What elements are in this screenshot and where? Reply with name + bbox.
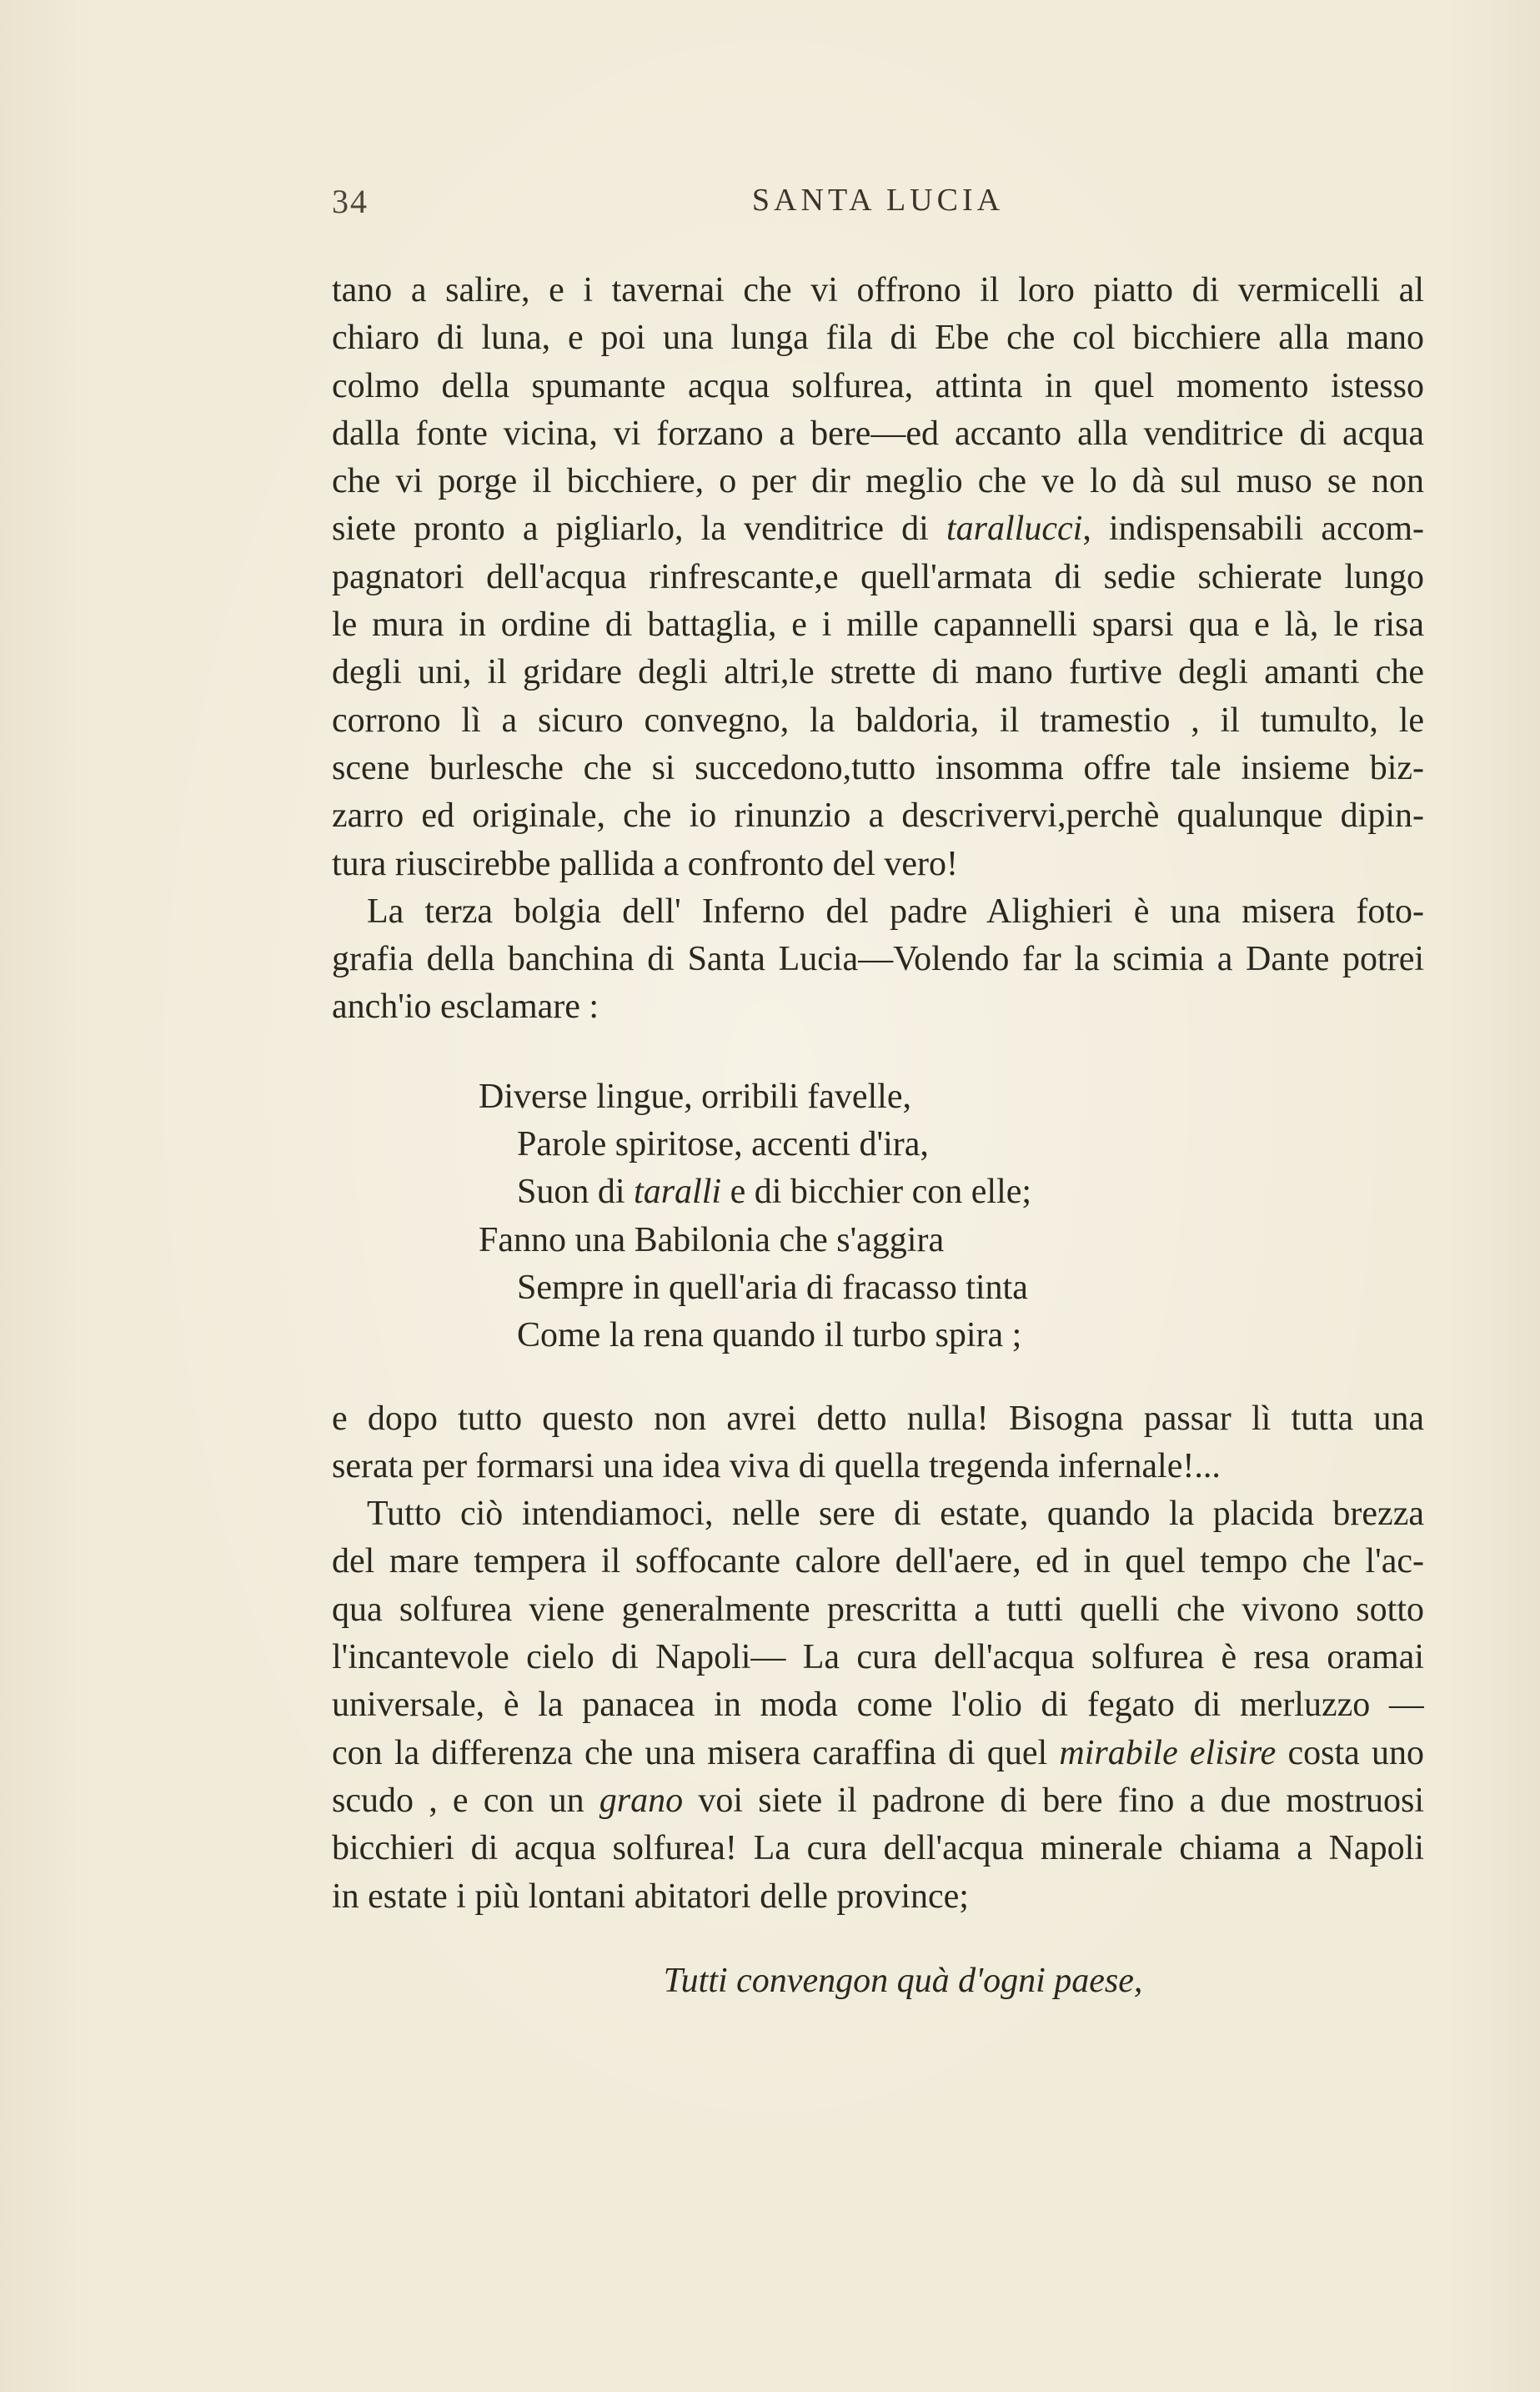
text-line: universale, è la panacea in moda come l'olio di fegato di merluzzo — (332, 1686, 1424, 1725)
page-number: 34 (332, 183, 369, 220)
text-line (332, 1730, 1424, 1777)
text-line (332, 1777, 1424, 1825)
text-line: le mura in ordine di battaglia, e i mille capannelli sparsi qua e là, le risa (332, 606, 1424, 645)
text-line: chiaro di luna, e poi una lunga fila di Ebe che col bicchiere alla mano (332, 319, 1424, 358)
text-line: dalla fonte vicina, vi forzano a bere—ed accanto alla venditrice di acqua (332, 414, 1424, 453)
poem-block (479, 1073, 1424, 1360)
text-segment: , indispensabili accom- (1082, 510, 1424, 549)
text-line: bicchieri di acqua solfurea! La cura dell'acqua minerale chiama a Napoli (332, 1829, 1424, 1868)
text-line: degli uni, il gridare degli altri,le strette di mano furtive degli amanti che (332, 653, 1424, 692)
verse-line: Parole spiritose, accenti d'ira, (517, 1125, 929, 1164)
verse-line: Diverse lingue, orribili favelle, (479, 1077, 911, 1116)
text-line: serata per formarsi una idea viva di quella tregenda infernale!... (332, 1446, 1221, 1485)
body-text (332, 267, 1424, 2005)
text-line: l'incantevole cielo di Napoli— La cura dell'acqua solfurea è resa oramai (332, 1638, 1424, 1677)
paragraph-4 (332, 1490, 1424, 1921)
text-line: scene burlesche che si succedono,tutto insomma offre tale insieme biz- (332, 748, 1424, 787)
verse-line (479, 1168, 1424, 1216)
italic-phrase: mirabile elisire (1059, 1733, 1277, 1772)
running-head: SANTA LUCIA (751, 183, 1005, 218)
text-line: Tutto ciò intendiamoci, nelle sere di estate, quando la placida brezza (367, 1495, 1424, 1534)
verse-line: Come la rena quando il turbo spira ; (517, 1316, 1022, 1355)
italic-word: tarallucci (946, 510, 1083, 549)
text-line: pagnatori dell'acqua rinfrescante,e quell'armata di sedie schierate lungo (332, 557, 1424, 596)
italic-word: taralli (634, 1173, 722, 1212)
text-line: e dopo tutto questo non avrei detto nulla! Bisogna passar lì tutta una (332, 1399, 1424, 1438)
text-segment: siete pronto a pigliarlo, la venditrice di (332, 510, 946, 549)
text-line (332, 505, 1424, 553)
text-segment: con la differenza che una misera caraffina di quel (332, 1733, 1060, 1772)
text-segment: costa uno (1276, 1733, 1424, 1772)
paragraph-3 (332, 1395, 1424, 1491)
paragraph-2 (332, 888, 1424, 1032)
text-line: in estate i più lontani abitatori delle province; (332, 1877, 969, 1916)
text-line: qua solfurea viene generalmente prescritta a tutti quelli che vivono sotto (332, 1590, 1424, 1629)
text-line: tura riuscirebbe pallida a confronto del vero! (332, 844, 959, 883)
verse-line: Sempre in quell'aria di fracasso tinta (517, 1268, 1028, 1307)
text-segment: scudo , e con un (332, 1781, 599, 1820)
text-line: che vi porge il bicchiere, o per dir meglio che ve lo dà sul muso se non (332, 462, 1424, 501)
page-header (332, 182, 1424, 232)
closing-verse: Tutti convengon quà d'ogni paese, (663, 1961, 1143, 2000)
text-line: zarro ed originale, che io rinunzio a descrivervi,perchè qualunque dipin- (332, 796, 1424, 836)
text-line: colmo della spumante acqua solfurea, attinta in quel momento istesso (332, 366, 1424, 405)
text-line: corrono lì a sicuro convegno, la baldoria, il tramestio , il tumulto, le (332, 701, 1424, 740)
text-segment: e di bicchier con elle; (721, 1173, 1032, 1212)
text-line: anch'io esclamare : (332, 987, 599, 1027)
text-segment: voi siete il padrone di bere fino a due mostruosi (683, 1781, 1424, 1820)
text-line: grafia della banchina di Santa Lucia—Volendo far la scimia a Dante potrei (332, 940, 1424, 979)
verse-line: Fanno una Babilonia che s'aggira (479, 1220, 945, 1259)
paragraph-1 (332, 267, 1424, 888)
text-line: La terza bolgia dell' Inferno del padre Alighieri è una misera foto- (367, 892, 1424, 931)
text-segment: Suon di (517, 1173, 635, 1212)
text-line: tano a salire, e i tavernai che vi offrono il loro piatto di vermicelli al (332, 271, 1424, 309)
text-line: del mare tempera il soffocante calore dell'aere, ed in quel tempo che l'ac- (332, 1542, 1424, 1581)
italic-word: grano (599, 1781, 684, 1820)
